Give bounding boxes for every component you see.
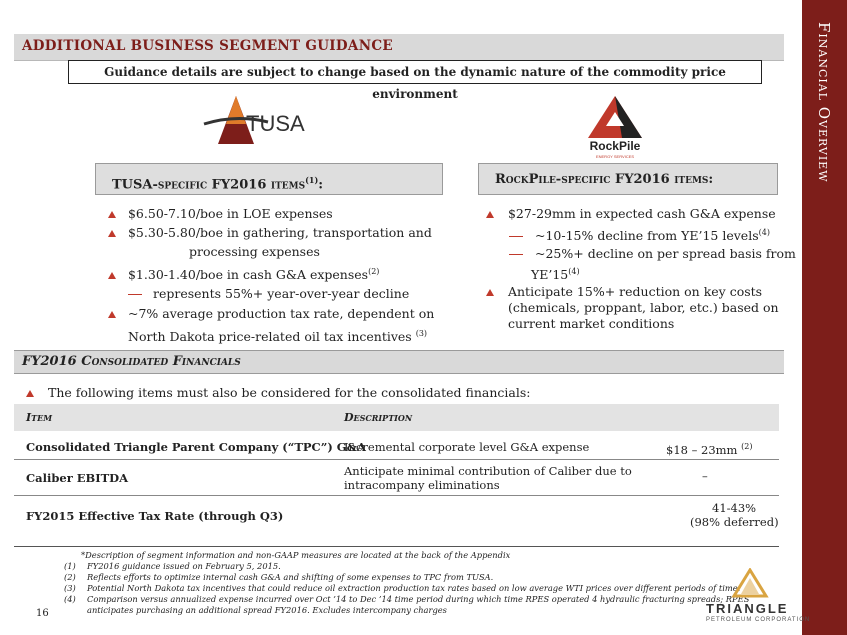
bullet-icon bbox=[486, 211, 494, 218]
consolidated-heading: FY2016 Consolidated Financials bbox=[14, 350, 784, 374]
table-header bbox=[14, 404, 779, 431]
bullet-icon bbox=[108, 311, 116, 318]
bullet-icon bbox=[486, 289, 494, 296]
brand-sub: PETROLEUM CORPORATION bbox=[706, 617, 811, 623]
table-row-value: – bbox=[702, 469, 708, 483]
dash-icon bbox=[509, 254, 523, 256]
rockpile-sub-2-cont: YE’15$^{(4)}$ bbox=[531, 267, 580, 283]
dash-icon bbox=[128, 294, 142, 296]
row-divider bbox=[14, 459, 779, 460]
rockpile-bullet-2-cont2: current market conditions bbox=[508, 316, 675, 331]
dash-icon bbox=[509, 236, 523, 238]
footnote-star: *Description of segment information and non-GAAP measures are located at the back of the Appendix bbox=[81, 550, 511, 560]
rockpile-bullet-1: $27-29mm in expected cash G&A expense bbox=[486, 204, 776, 223]
table-row-item: Consolidated Triangle Parent Company (“TPC”) G&A bbox=[26, 440, 366, 454]
consolidated-intro: The following items must also be considered for the consolidated financials: bbox=[26, 383, 530, 402]
tusa-logo bbox=[196, 94, 316, 152]
column-header-item: Item bbox=[26, 411, 53, 424]
tusa-sub-bullet: represents 55%+ year-over-year decline bbox=[128, 284, 409, 303]
rockpile-logo-text: RockPile bbox=[589, 139, 641, 153]
footnote-4-number: (4) bbox=[64, 594, 76, 604]
page-title: ADDITIONAL BUSINESS SEGMENT GUIDANCE bbox=[22, 38, 393, 54]
notice-box: Guidance details are subject to change based on the dynamic nature of the commodity price environment bbox=[68, 60, 762, 84]
footnote-4: Comparison versus annualized expense incurred over Oct ’14 to Dec ’14 time period during which time RPES operated 4 hydraulic fracturing spreads; RPES bbox=[87, 594, 750, 604]
table-row-item: FY2015 Effective Tax Rate (through Q3) bbox=[26, 509, 284, 523]
table-bottom-rule bbox=[14, 546, 779, 547]
row-divider bbox=[14, 495, 779, 496]
tusa-bullet-3: $1.30-1.40/boe in cash G&A expenses$^{(2)}$ bbox=[108, 262, 379, 284]
table-row-description-cont: intracompany eliminations bbox=[344, 478, 500, 492]
page-number: 16 bbox=[36, 608, 49, 619]
table-row-description: Anticipate minimal contribution of Caliber due to bbox=[344, 464, 632, 478]
footnote-1-number: (1) bbox=[64, 561, 76, 571]
bullet-icon bbox=[108, 272, 116, 279]
triangle-logo-icon bbox=[730, 568, 770, 598]
rockpile-heading: RockPile-specific FY2016 items: bbox=[478, 163, 778, 195]
table-row-value: $18 – 23mm $^{(2)}$ bbox=[666, 442, 753, 457]
table-row-value: 41-43% bbox=[712, 501, 757, 515]
footnote-3-number: (3) bbox=[64, 583, 76, 593]
header-bar bbox=[14, 34, 784, 61]
table-row-item: Caliber EBITDA bbox=[26, 471, 129, 485]
rockpile-bullet-2-cont: (chemicals, proppant, labor, etc.) based on bbox=[508, 300, 779, 315]
footnote-2: Reflects efforts to optimize internal cash G&A and shifting of some expenses to TPC from TUSA. bbox=[87, 572, 494, 582]
footnote-4-cont: anticipates purchasing an additional spread FY2016. Excludes intercompany charges bbox=[87, 605, 447, 615]
bullet-icon bbox=[26, 390, 34, 397]
tusa-logo-text: TUSA bbox=[246, 111, 305, 136]
footnote-3: Potential North Dakota tax incentives that could reduce oil extraction production tax rates based on low average WTI prices over different periods of time. bbox=[87, 583, 741, 593]
rockpile-sub-1: ~10-15% decline from YE’15 levels$^{(4)}$ bbox=[509, 223, 770, 245]
tusa-bullet-4-cont: North Dakota price-related oil tax incentives $^{(3)}$ bbox=[128, 329, 428, 345]
bullet-icon bbox=[108, 211, 116, 218]
rockpile-bullet-2: Anticipate 15%+ reduction on key costs bbox=[486, 282, 762, 301]
tusa-bullet-2: $5.30-5.80/boe in gathering, transportation and bbox=[108, 223, 432, 242]
rockpile-logo bbox=[580, 94, 650, 162]
tusa-bullet-4: ~7% average production tax rate, dependent on bbox=[108, 304, 434, 323]
tusa-bullet-1: $6.50-7.10/boe in LOE expenses bbox=[108, 204, 333, 223]
rockpile-logo-sub: ENERGY SERVICES bbox=[595, 154, 635, 159]
rockpile-sub-2: ~25%+ decline on per spread basis from bbox=[509, 244, 796, 263]
bullet-icon bbox=[108, 230, 116, 237]
table-row-description: Incremental corporate level G&A expense bbox=[344, 440, 590, 454]
brand-name: TRIANGLE bbox=[706, 601, 789, 616]
footnote-2-number: (2) bbox=[64, 572, 76, 582]
column-header-description: Description bbox=[344, 411, 413, 424]
side-band bbox=[802, 0, 847, 635]
table-row-value-cont: (98% deferred) bbox=[690, 515, 779, 529]
side-title: Financial Overview bbox=[815, 22, 833, 183]
footnote-1: FY2016 guidance issued on February 5, 2015. bbox=[87, 561, 281, 571]
tusa-bullet-2-cont: processing expenses bbox=[189, 244, 320, 259]
tusa-heading: TUSA-specific FY2016 items$^{(1)}$: bbox=[95, 163, 443, 195]
